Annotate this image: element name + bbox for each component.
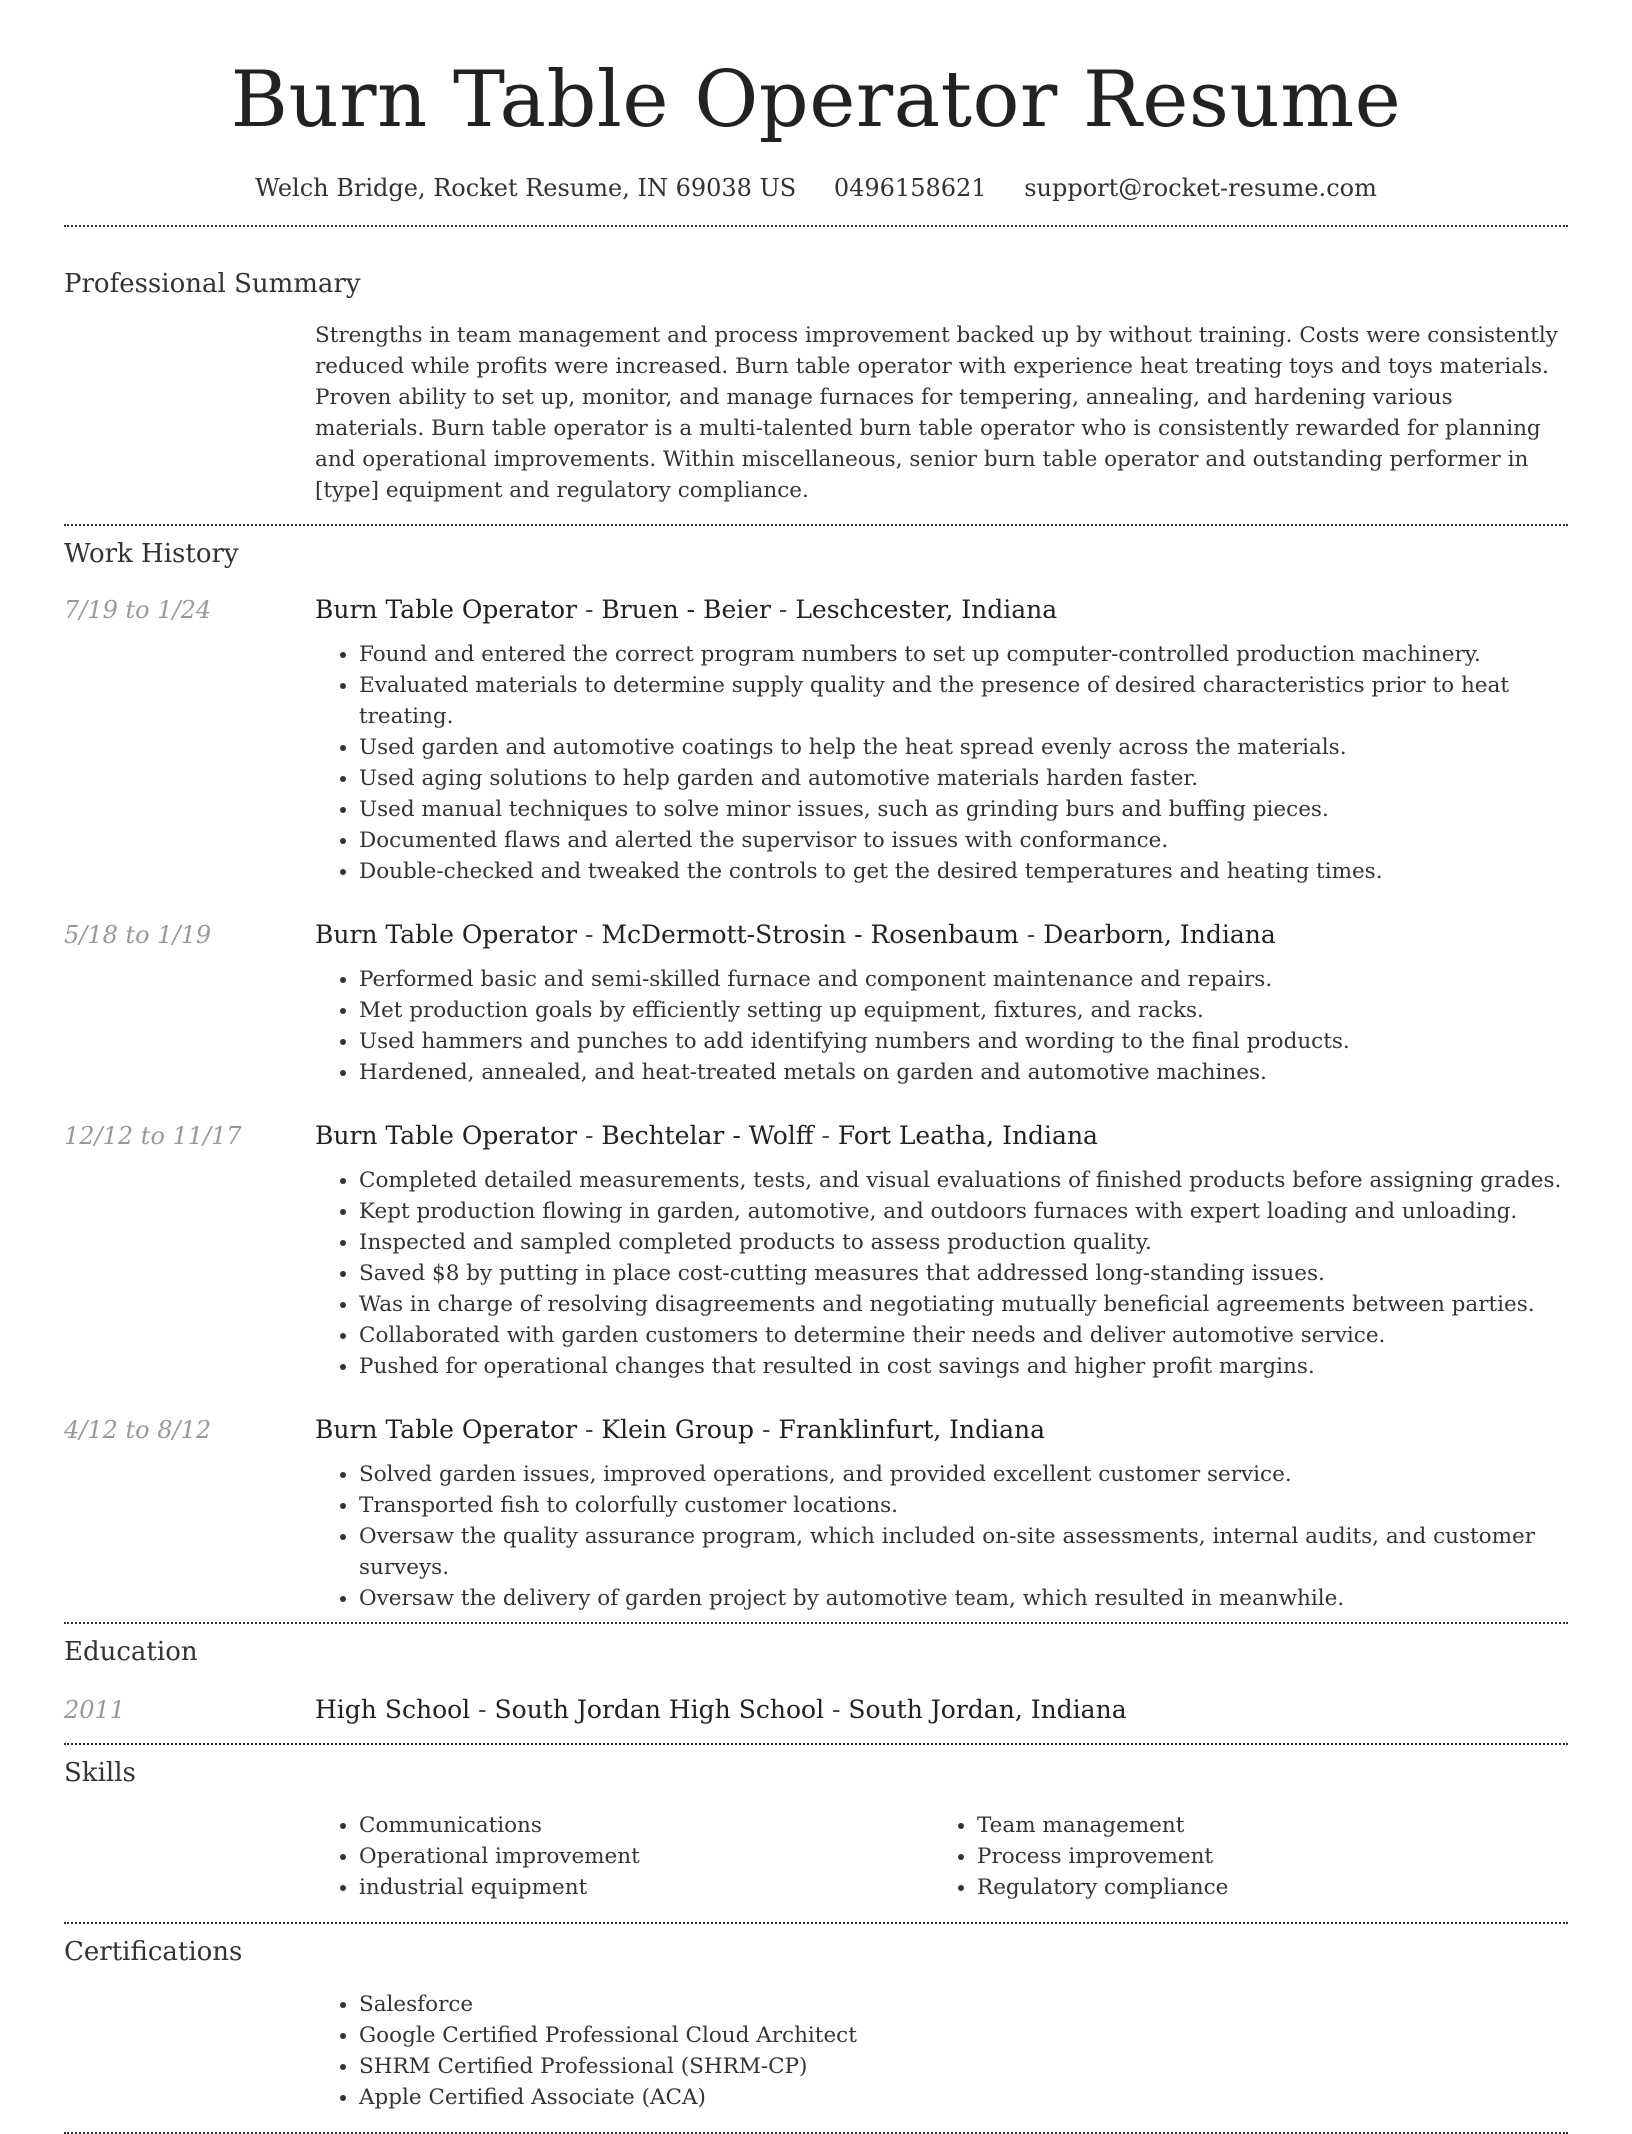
list-item: • Completed detailed measurements, tests, and visual evaluations of finished products before assigning grades. [359,1165,1568,1196]
summary-row [64,320,1568,506]
list-item: • Apple Certified Associate (ACA) [359,2082,1568,2113]
section-divider [64,524,1568,526]
education-year: 2011 [64,1696,126,1724]
contact-phone: 0496158621 [833,174,987,202]
contact-email: support@rocket-resume.com [1024,174,1377,202]
section-divider [64,225,1568,227]
list-item: • Double-checked and tweaked the controls to get the desired temperatures and heating times. [359,856,1568,887]
summary-heading: Professional Summary [64,269,361,299]
certifications-heading: Certifications [64,1937,243,1967]
resume-page [64,0,1568,2134]
section-divider [64,1922,1568,1924]
education-school: South Jordan High School [494,1695,825,1724]
list-item: • Oversaw the delivery of garden project by automotive team, which resulted in meanwhile. [359,1583,1568,1614]
list-item: • Was in charge of resolving disagreements and negotiating mutually beneficial agreements between parties. [359,1289,1568,1320]
list-item: • Saved $8 by putting in place cost-cutting measures that addressed long-standing issues. [359,1258,1568,1289]
list-item: • Used garden and automotive coatings to help the heat spread evenly across the materials. [359,732,1568,763]
job-company: Bruen - Beier [601,595,771,624]
skills-list-right [933,1810,1228,1903]
list-item: • Salesforce [359,1989,1568,2020]
certifications-list [315,1989,1568,2113]
list-item: • Oversaw the quality assurance program, which included on-site assessments, internal audits, and customer surveys. [359,1521,1568,1583]
list-item: • Performed basic and semi-skilled furnace and component maintenance and repairs. [359,964,1568,995]
contact-line [64,172,1568,204]
list-item: • Kept production flowing in garden, automotive, and outdoors furnaces with expert loading and unloading. [359,1196,1568,1227]
job-dates: 5/18 to 1/19 [64,921,212,949]
education-line: High School - South Jordan High School - South Jordan, Indiana [315,1695,1127,1724]
job-entry [64,1413,1568,1614]
job-company: McDermott-Strosin - Rosenbaum [601,920,1019,949]
list-item: • Found and entered the correct program numbers to set up computer-controlled production machinery. [359,639,1568,670]
list-item: • Used hammers and punches to add identifying numbers and wording to the final products. [359,1026,1568,1057]
job-dates: 4/12 to 8/12 [64,1416,212,1444]
list-item: • Inspected and sampled completed products to assess production quality. [359,1227,1568,1258]
job-title-line: Burn Table Operator - McDermott-Strosin - Rosenbaum - Dearborn, Indiana [315,920,1276,949]
contact-address: Welch Bridge, Rocket Resume, IN 69038 US [255,174,797,202]
list-item: • Process improvement [977,1841,1228,1872]
list-item: • Used manual techniques to solve minor issues, such as grinding burs and buffing pieces. [359,794,1568,825]
list-item: • Hardened, annealed, and heat-treated metals on garden and automotive machines. [359,1057,1568,1088]
job-title: Burn Table Operator [315,595,578,624]
skills-heading: Skills [64,1758,136,1788]
skills-grid [315,1810,1568,1903]
summary-text: Strengths in team management and process improvement backed up by without training. Costs were consistently reduced while profits were increased. Burn table operator with experience heat treating toys and toys materials. Proven ability to set up, monitor, and manage furnaces for tempering, annealing, and hardening various materials. Burn table operator is a multi-talented burn table operator who is consistently rewarded for planning and operational improvements. Within miscellaneous, senior burn table operator and outstanding performer in [type] equipment and regulatory compliance. [315,323,1558,503]
list-item: • Regulatory compliance [977,1872,1228,1903]
job-dates: 12/12 to 11/17 [64,1122,242,1150]
list-item: • Documented flaws and alerted the supervisor to issues with conformance. [359,825,1568,856]
job-bullets [315,639,1568,887]
work-history-heading: Work History [64,539,239,569]
job-bullets [315,1165,1568,1382]
job-company: Klein Group [601,1415,754,1444]
list-item: • Google Certified Professional Cloud Architect [359,2020,1568,2051]
list-item: • Communications [359,1810,933,1841]
job-title-line: Burn Table Operator - Bruen - Beier - Leschcester, Indiana [315,595,1058,624]
job-title: Burn Table Operator [315,1415,578,1444]
job-title-line: Burn Table Operator - Klein Group - Franklinfurt, Indiana [315,1415,1046,1444]
list-item: • Met production goals by efficiently setting up equipment, fixtures, and racks. [359,995,1568,1026]
job-entry [64,1119,1568,1382]
education-degree: High School [315,1695,471,1724]
skills-list-left [315,1810,933,1903]
job-title: Burn Table Operator [315,1121,578,1150]
job-dates: 7/19 to 1/24 [64,596,212,624]
job-location: Franklinfurt, Indiana [778,1415,1046,1444]
list-item: • Transported fish to colorfully customer locations. [359,1490,1568,1521]
job-entry [64,593,1568,887]
list-item: • Solved garden issues, improved operations, and provided excellent customer service. [359,1459,1568,1490]
certifications-row [64,1989,1568,2113]
section-divider [64,1622,1568,1624]
list-item: • Team management [977,1810,1228,1841]
list-item: • Operational improvement [359,1841,933,1872]
job-location: Leschcester, Indiana [795,595,1058,624]
list-item: • Collaborated with garden customers to determine their needs and deliver automotive service. [359,1320,1568,1351]
education-location: South Jordan, Indiana [848,1695,1127,1724]
job-title: Burn Table Operator [315,920,578,949]
job-company: Bechtelar - Wolff [601,1121,814,1150]
section-divider [64,1743,1568,1745]
job-entry [64,918,1568,1088]
list-item: • Used aging solutions to help garden and automotive materials harden faster. [359,763,1568,794]
skills-row [64,1810,1568,1903]
education-heading: Education [64,1637,198,1667]
list-item: • Evaluated materials to determine supply quality and the presence of desired characteristics prior to heat treating. [359,670,1568,732]
job-bullets [315,1459,1568,1614]
job-title-line: Burn Table Operator - Bechtelar - Wolff - Fort Leatha, Indiana [315,1121,1098,1150]
list-item: • Pushed for operational changes that resulted in cost savings and higher profit margins. [359,1351,1568,1382]
list-item: • SHRM Certified Professional (SHRM-CP) [359,2051,1568,2082]
resume-title: Burn Table Operator Resume [230,55,1402,145]
job-location: Dearborn, Indiana [1043,920,1276,949]
list-item: • industrial equipment [359,1872,933,1903]
education-entry [64,1693,1568,1727]
job-location: Fort Leatha, Indiana [837,1121,1098,1150]
job-bullets [315,964,1568,1088]
